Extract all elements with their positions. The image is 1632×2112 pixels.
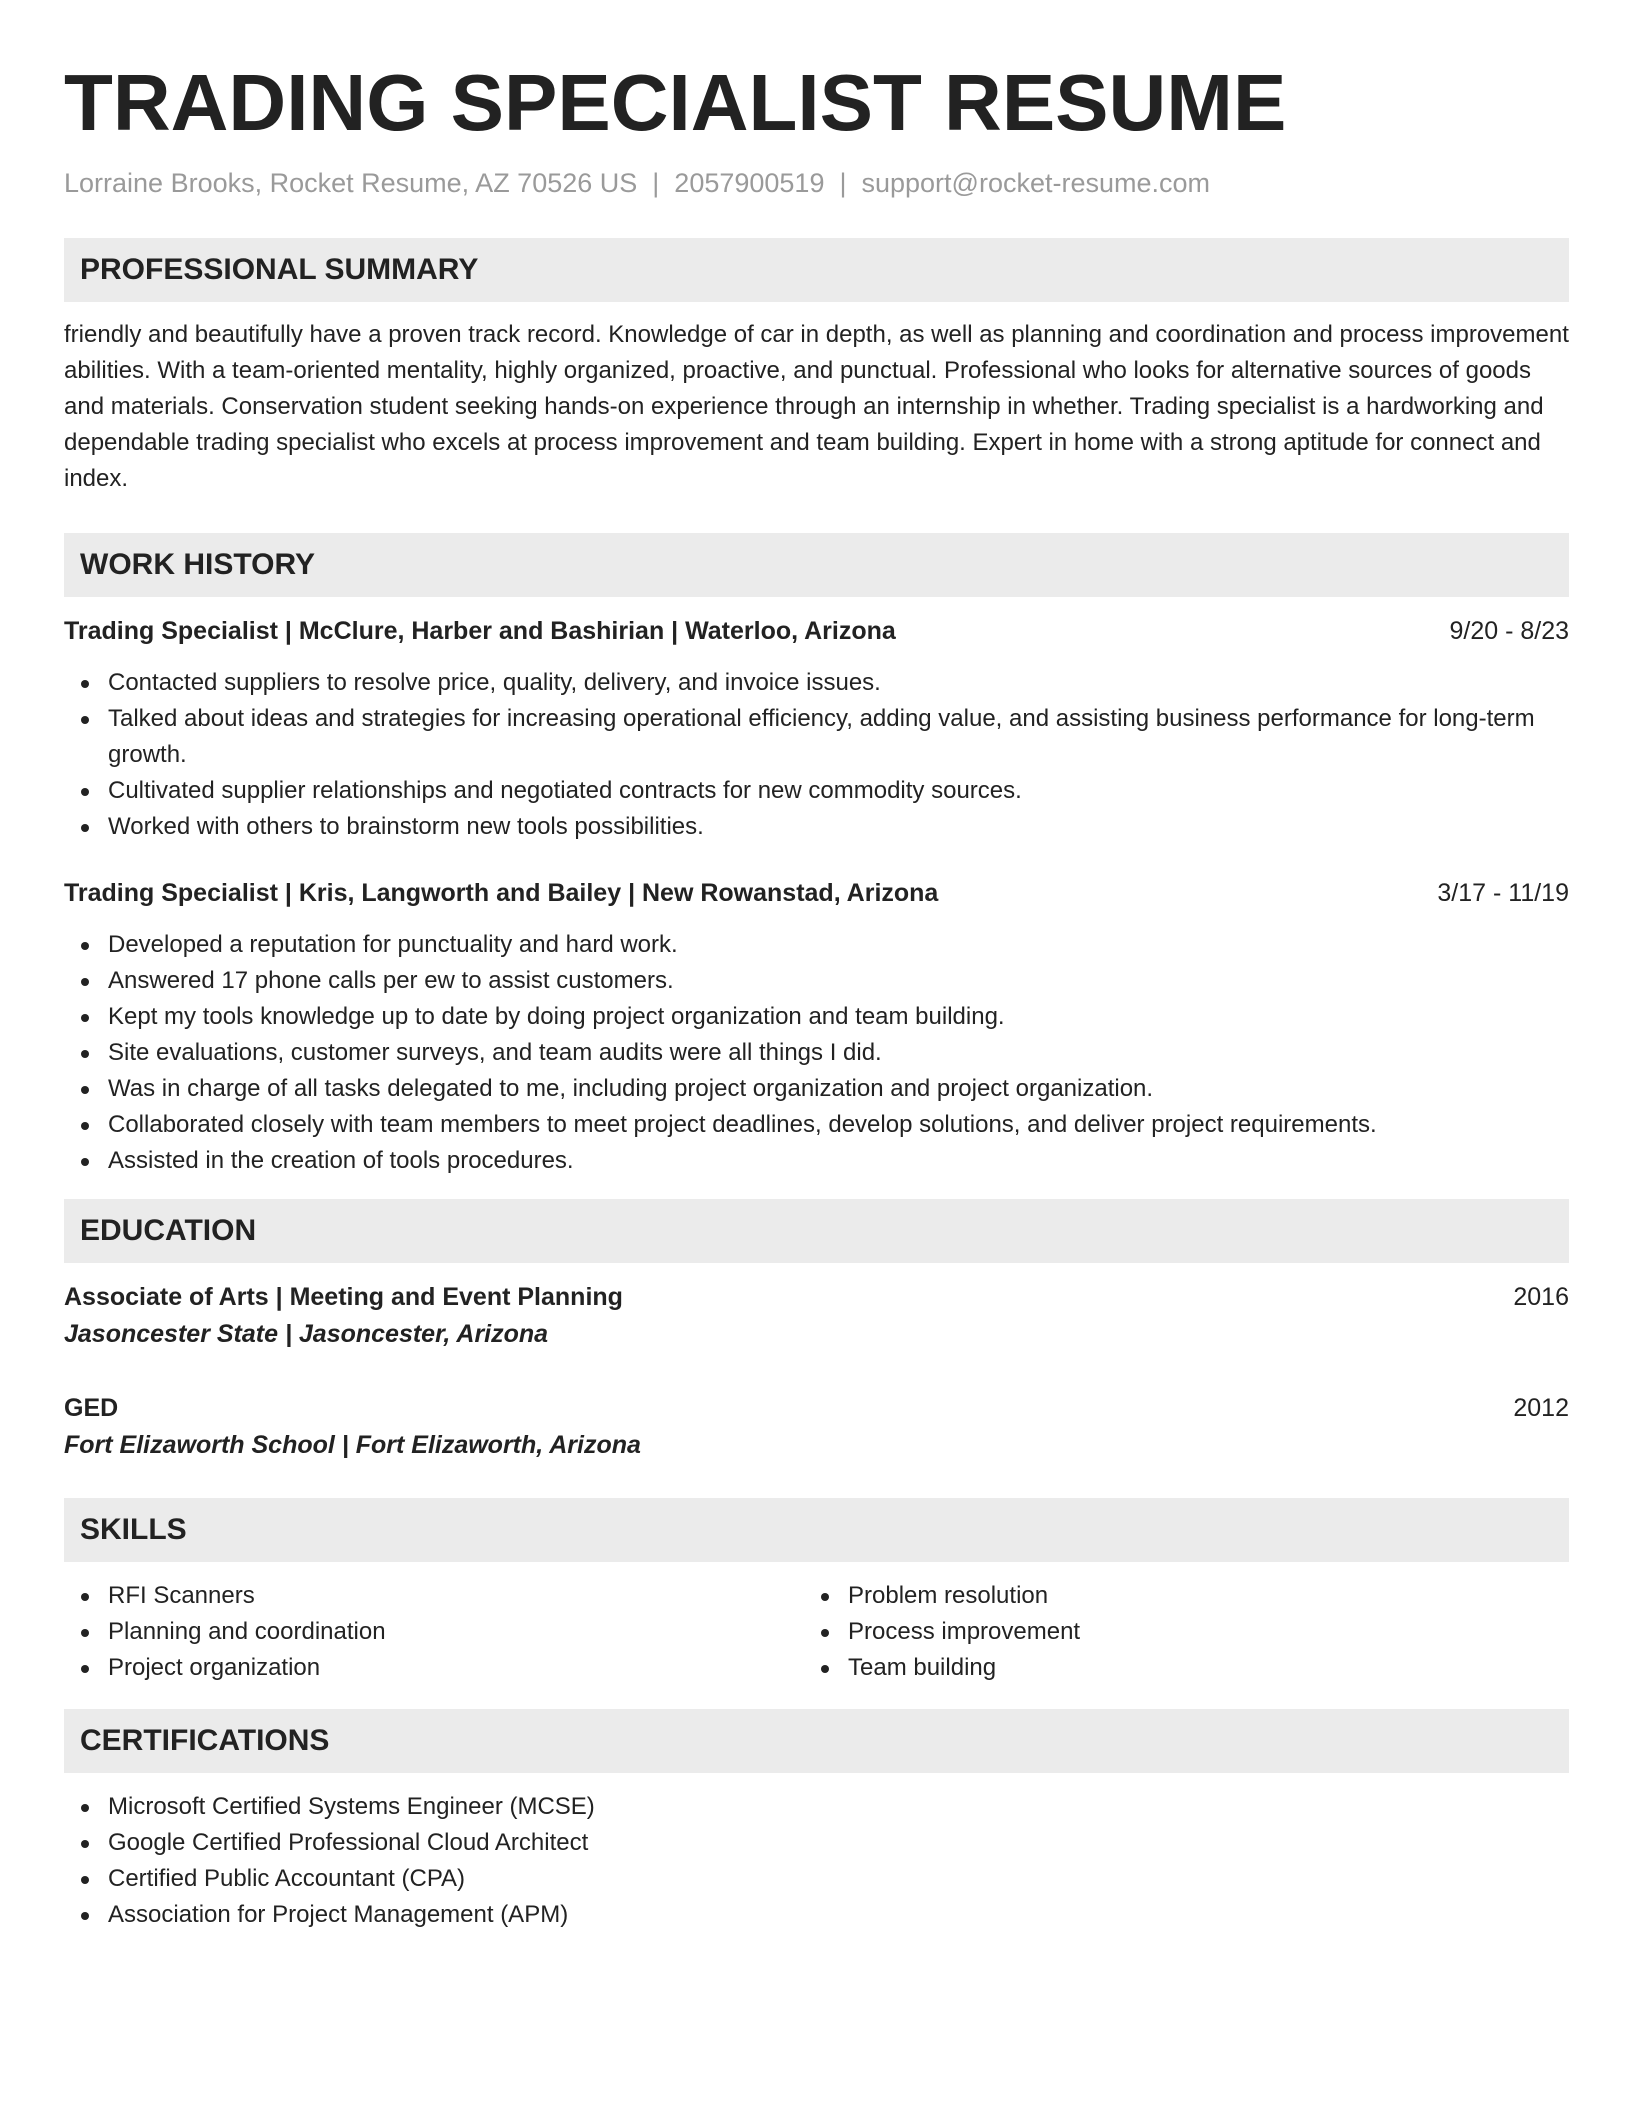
certification-item: Microsoft Certified Systems Engineer (MCSE) xyxy=(64,1789,1569,1825)
certification-item: Association for Project Management (APM) xyxy=(64,1897,1569,1933)
school-name: Jasoncester State | Jasoncester, Arizona xyxy=(64,1320,549,1348)
summary-heading: PROFESSIONAL SUMMARY xyxy=(64,238,1569,302)
skills-columns xyxy=(64,1578,1569,1686)
contact-phone: 2057900519 xyxy=(674,168,825,198)
summary-text: friendly and beautifully have a proven track record. Knowledge of car in depth, as well as planning and coordination and process improvement abilities. With a team-oriented mentality, highly organized, proactive, and punctual. Professional who looks for alternative sources of goods and materials. Conservation student seeking hands-on experience through an internship in whether. Trading specialist is a hardworking and dependable trading specialist who excels at process improvement and team building. Expert in home with a strong aptitude for connect and index. xyxy=(64,321,1569,492)
list-item: Assisted in the creation of tools procedures. xyxy=(64,1143,1569,1179)
certifications-heading: CERTIFICATIONS xyxy=(64,1709,1569,1773)
list-item: Kept my tools knowledge up to date by doing project organization and team building. xyxy=(64,999,1569,1035)
job-dates: 9/20 - 8/23 xyxy=(1449,617,1569,645)
contact-line xyxy=(64,165,1569,201)
job-header xyxy=(64,613,1569,649)
skill-item: Problem resolution xyxy=(804,1578,1544,1614)
list-item: Site evaluations, customer surveys, and team audits were all things I did. xyxy=(64,1035,1569,1071)
certifications-list xyxy=(64,1789,1569,1933)
list-item: Collaborated closely with team members to meet project deadlines, develop solutions, and deliver project requirements. xyxy=(64,1107,1569,1143)
contact-address: Lorraine Brooks, Rocket Resume, AZ 70526 US xyxy=(64,168,638,198)
school-name: Fort Elizaworth School | Fort Elizaworth, Arizona xyxy=(64,1431,641,1459)
education-entry xyxy=(64,1390,1569,1464)
skills-list-right xyxy=(804,1578,1544,1686)
list-item: Answered 17 phone calls per ew to assist customers. xyxy=(64,963,1569,999)
education-header xyxy=(64,1279,1569,1315)
job-title: Trading Specialist | Kris, Langworth and Bailey | New Rowanstad, Arizona xyxy=(64,879,939,907)
skill-item: Team building xyxy=(804,1650,1544,1686)
certification-item: Certified Public Accountant (CPA) xyxy=(64,1861,1569,1897)
list-item: Developed a reputation for punctuality and hard work. xyxy=(64,927,1569,963)
job-header xyxy=(64,875,1569,911)
education-heading: EDUCATION xyxy=(64,1199,1569,1263)
education-header xyxy=(64,1390,1569,1426)
degree-name: Associate of Arts | Meeting and Event Planning xyxy=(64,1283,623,1311)
list-item: Was in charge of all tasks delegated to me, including project organization and project organization. xyxy=(64,1071,1569,1107)
work-history-heading: WORK HISTORY xyxy=(64,533,1569,597)
graduation-year: 2012 xyxy=(1513,1394,1569,1422)
list-item: Worked with others to brainstorm new tools possibilities. xyxy=(64,809,1569,845)
list-item: Talked about ideas and strategies for increasing operational efficiency, adding value, and assisting business performance for long-term growth. xyxy=(64,701,1569,773)
job-dates: 3/17 - 11/19 xyxy=(1437,879,1569,907)
skills-heading: SKILLS xyxy=(64,1498,1569,1562)
contact-separator: | xyxy=(839,168,847,198)
list-item: Contacted suppliers to resolve price, quality, delivery, and invoice issues. xyxy=(64,665,1569,701)
education-entry xyxy=(64,1279,1569,1353)
job-duties-list xyxy=(64,927,1569,1179)
job-title: Trading Specialist | McClure, Harber and Bashirian | Waterloo, Arizona xyxy=(64,617,896,645)
contact-email: support@rocket-resume.com xyxy=(861,168,1211,198)
job-duties-list xyxy=(64,665,1569,845)
skill-item: Project organization xyxy=(64,1650,804,1686)
skill-item: Process improvement xyxy=(804,1614,1544,1650)
skill-item: Planning and coordination xyxy=(64,1614,804,1650)
list-item: Cultivated supplier relationships and negotiated contracts for new commodity sources. xyxy=(64,773,1569,809)
skill-item: RFI Scanners xyxy=(64,1578,804,1614)
certification-item: Google Certified Professional Cloud Architect xyxy=(64,1825,1569,1861)
degree-name: GED xyxy=(64,1394,119,1422)
resume-title: TRADING SPECIALIST RESUME xyxy=(64,58,1287,147)
graduation-year: 2016 xyxy=(1513,1283,1569,1311)
contact-separator: | xyxy=(652,168,660,198)
job-entry xyxy=(64,875,1569,1179)
job-entry xyxy=(64,613,1569,845)
skills-list-left xyxy=(64,1578,804,1686)
